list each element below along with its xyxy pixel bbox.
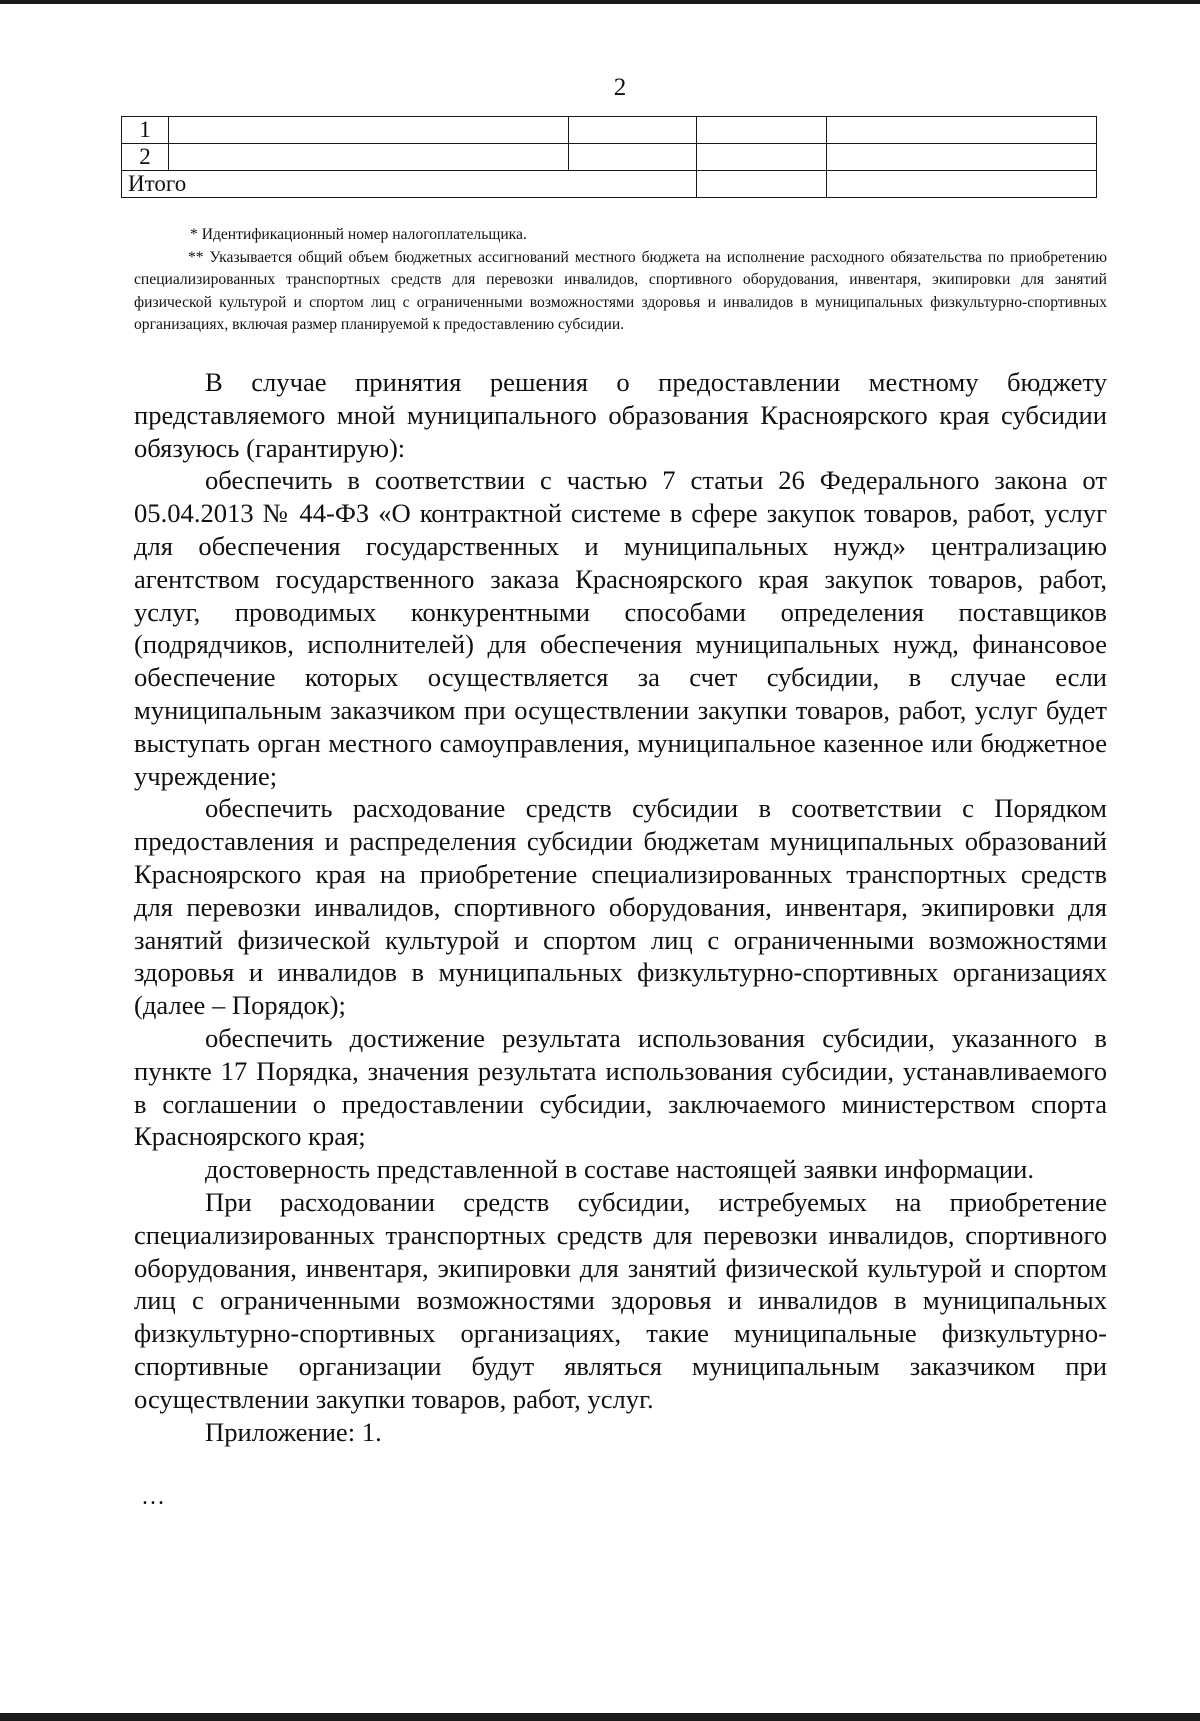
table-cell [569, 117, 697, 144]
table-cell-row-number: 2 [122, 144, 169, 171]
table-row [122, 144, 1097, 171]
paragraph-customer: При расходовании средств субсидии, истребуемых на приобретение специализированных транспортных средств для перевозки инвалидов, спортивного оборудования, инвентаря, экипировки для занятий физической культурой и спортом лиц с ограниченными возможностями здоровья и инвалидов в муниципальных физкультурно-спортивных организациях, такие муниципальные физкультурно-спортивные организации будут являться муниципальным заказчиком при осуществлении закупки товаров, работ, услуг. [134, 1186, 1107, 1414]
table-cell [827, 117, 1097, 144]
table-cell [697, 117, 827, 144]
table-cell-total-value [697, 171, 827, 198]
paragraph-reliability: достоверность представленной в составе настоящей заявки информации. [205, 1154, 1034, 1185]
table-cell-total-value [827, 171, 1097, 198]
document-body [134, 366, 1107, 1448]
table-row [122, 117, 1097, 144]
paragraph-commitment-intro: В случае принятия решения о предоставлении местному бюджету представляемого мной муниципального образования Красноярского края субсидии обязуюсь (гарантирую): [134, 367, 1107, 463]
paragraph-result: обеспечить достижение результата использования субсидии, указанного в пункте 17 Порядка, значения результата использования субсидии, устанавливаемого в соглашении о предоставлении субсидии, заключаемого министерством спорта Красноярского края; [134, 1022, 1107, 1152]
table-cell [569, 144, 697, 171]
table-cell [697, 144, 827, 171]
footnotes [134, 224, 1107, 337]
table-cell-total-label: Итого [122, 171, 697, 198]
footnote-budget: ** Указывается общий объем бюджетных ассигнований местного бюджета на исполнение расходного обязательства по приобретению специализированных транспортных средств для перевозки инвалидов, спортивного оборудования, инвентаря, экипировки для занятий физической культурой и спортом лиц с ограниченными возможностями здоровья и инвалидов в муниципальных физкультурно-спортивных организациях, включая размер планируемой к предоставлению субсидии. [134, 248, 1107, 334]
subsidy-table [121, 116, 1097, 198]
scan-edge-top [0, 0, 1200, 4]
paragraph-attachment: Приложение: 1. [205, 1416, 382, 1447]
paragraph-centralization: обеспечить в соответствии с частью 7 статьи 26 Федерального закона от 05.04.2013 № 44-ФЗ «О контрактной системе в сфере закупок товаров, работ, услуг для обеспечения государственных и муниципальных нужд» централизацию агентством государственного заказа Красноярского края закупок товаров, работ, услуг, проводимых конкурентными способами определения поставщиков (подрядчиков, исполнителей) для обеспечения муниципальных нужд, финансовое обеспечение которых осуществляется за счет субсидии, в случае если муниципальным заказчиком при осуществлении закупки товаров, работ, услуг будет выступать орган местного самоуправления, муниципальное казенное или бюджетное учреждение; [134, 465, 1107, 791]
table-cell-row-number: 1 [122, 117, 169, 144]
page-number: 2 [613, 74, 627, 101]
trailing-ellipsis: ... [142, 1484, 166, 1510]
paragraph-spending: обеспечить расходование средств субсидии в соответствии с Порядком предоставления и распределения субсидии бюджетам муниципальных образований Красноярского края на приобретение специализированных транспортных средств для перевозки инвалидов, спортивного оборудования, инвентаря, экипировки для занятий физической культурой и спортом лиц с ограниченными возможностями здоровья и инвалидов в муниципальных физкультурно-спортивных организациях (далее – Порядок); [134, 793, 1107, 1021]
scan-edge-bottom [0, 1713, 1200, 1721]
footnote-inn: * Идентификационный номер налогоплательщика. [190, 226, 527, 243]
table-cell [169, 144, 569, 171]
table-cell [169, 117, 569, 144]
table-row-total [122, 171, 1097, 198]
table-cell [827, 144, 1097, 171]
